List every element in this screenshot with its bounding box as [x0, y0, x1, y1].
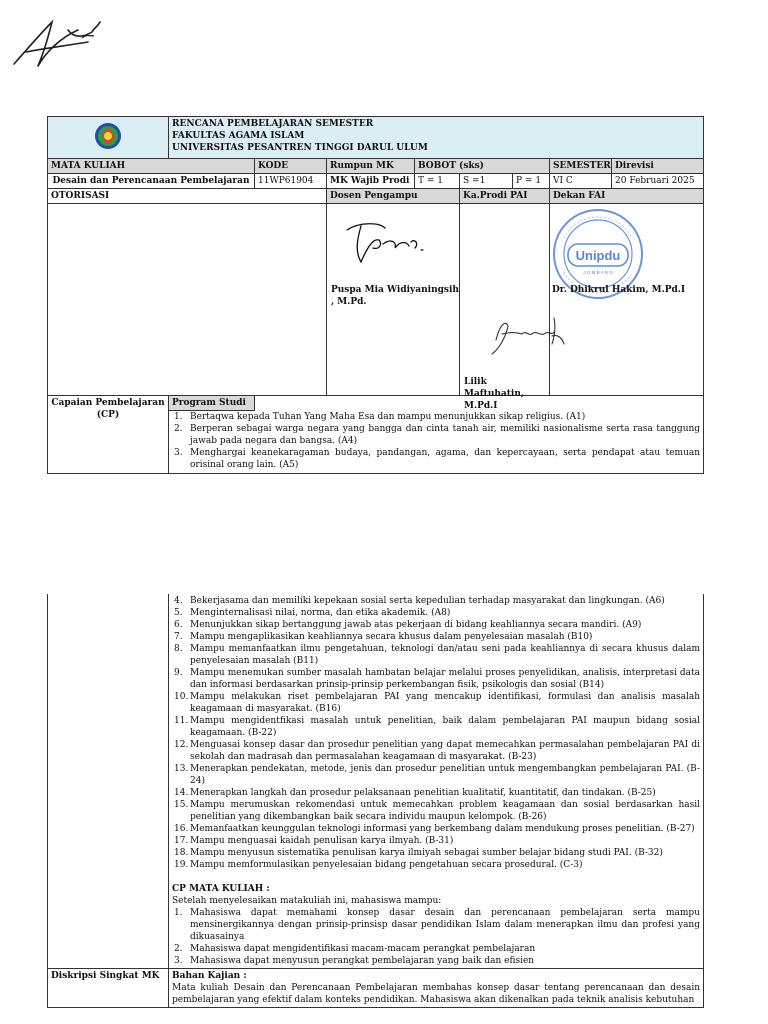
- header-title: RENCANA PEMBELAJARAN SEMESTER: [172, 119, 374, 129]
- document-header: [169, 117, 704, 159]
- header-faculty: FAKULTAS AGAMA ISLAM: [172, 131, 305, 141]
- list-item-number: 3.: [174, 448, 183, 458]
- course-kode: 11WP61904: [255, 174, 327, 189]
- course-s: S =1: [460, 174, 513, 189]
- cpmk-list: [172, 907, 700, 967]
- list-item-text: Mampu mengaplikasikan keahliannya secara khusus dalam penyelesaian masalah (B10): [190, 632, 593, 642]
- list-item-text: Menerapkan pendekatan, metode, jenis dan prosedur penelitian untuk mengembangkan pembelajaran PAI. (B-24): [190, 764, 700, 786]
- list-item-text: Menunjukkan sikap bertanggung jawab atas pekerjaan di bidang keahliannya secara mandiri. (A9): [190, 620, 642, 630]
- list-item-text: Mahasiswa dapat memahami konsep dasar desain dan perencanaan pembelajaran serta mampu mensinergikannya dengan prinsip-prinsisp dasar pendidikan Islam dalam menerapkan ilmu dan profesi yang dikuasainya: [190, 908, 700, 942]
- list-item-text: Memanfaatkan keunggulan teknologi informasi yang berkembang dalam mendukung proses penelitian. (B-27): [190, 824, 695, 834]
- list-item-text: Menerapkan langkah dan prosedur pelaksanaan penelitian kualitatif, kuantitatif, dan tindakan. (B-25): [190, 788, 656, 798]
- list-item: [172, 859, 700, 871]
- col-direvisi: Direvisi: [612, 159, 704, 174]
- list-item-text: Mampu menyusun sistematika penulisan karya ilmiyah sebagai sumber belajar bidang studi PAI. (B-32): [190, 848, 663, 858]
- list-item-text: Mampu memformulasikan penyelesaian bidang pengetahuan secara prosedural. (C-3): [190, 860, 583, 870]
- cp-list-page2: [172, 595, 700, 871]
- cp-list-page1: [169, 411, 703, 473]
- list-item-text: Berperan sebagai warga negara yang bangga dan cinta tanah air, memiliki nasionalisme serta rasa tanggung jawab pada negara dan bangsa. (A4): [190, 424, 701, 446]
- list-item-number: 6.: [174, 620, 183, 630]
- list-item: [172, 715, 700, 739]
- list-item: [172, 823, 700, 835]
- list-item: [172, 607, 700, 619]
- cp-label-continued: [48, 594, 169, 969]
- list-item-text: Mahasiswa dapat mengidentifikasi macam-macam perangkat pembelajaran: [190, 944, 536, 954]
- list-item-number: 16.: [174, 824, 189, 834]
- kaprodi-name: Lilik Maftuhatin, M.Pd.I: [464, 377, 524, 411]
- dosen-label: Dosen Pengampu: [327, 189, 460, 204]
- rps-table-page2: [47, 594, 704, 1008]
- kaprodi-label: Ka.Prodi PAI: [460, 189, 550, 204]
- list-item: [172, 619, 700, 631]
- header-university: UNIVERSITAS PESANTREN TINGGI DARUL ULUM: [172, 143, 428, 153]
- list-item-number: 13.: [174, 764, 189, 774]
- list-item: [172, 835, 700, 847]
- signature-mark: [8, 8, 104, 74]
- course-p: P = 1: [513, 174, 550, 189]
- col-semester: SEMESTER: [550, 159, 612, 174]
- list-item-number: 19.: [174, 860, 189, 870]
- list-item-text: Mahasiswa dapat menyusun perangkat pembelajaran yang baik dan efisien: [190, 956, 535, 966]
- list-item: [172, 423, 700, 447]
- list-item: [172, 411, 700, 423]
- course-direvisi: 20 Februari 2025: [612, 174, 704, 189]
- deskripsi-text: Mata kuliah Desain dan Perencanaan Pembelajaran membahas konsep dasar tentang perencanaan dan desain pembelajaran yang efektif dalam konteks pendidikan. Mahasiswa akan dikenalkan pada teknik analisis kebutuhan: [172, 983, 700, 1005]
- kaprodi-signature-cell: [460, 204, 550, 411]
- otorisasi-blank: [48, 204, 327, 396]
- list-item-number: 5.: [174, 608, 183, 618]
- list-item: [172, 943, 700, 955]
- col-kode: KODE: [255, 159, 327, 174]
- stamp-text: Unipdu: [575, 248, 621, 263]
- list-item-text: Menghargai keanekaragaman budaya, pandangan, agama, dan kepercayaan, serta pendapat atau temuan orisinal orang lain. (A5): [190, 448, 701, 470]
- list-item-number: 4.: [174, 596, 183, 606]
- list-item-text: Mampu melakukan riset pembelajaran PAI yang mencakup identifikasi, formulasi dan analisis masalah keagamaan di masyarakat. (B16): [190, 692, 700, 714]
- col-mata-kuliah: MATA KULIAH: [48, 159, 255, 174]
- list-item-number: 17.: [174, 836, 189, 846]
- list-item-number: 9.: [174, 668, 183, 678]
- course-name: Desain dan Perencanaan Pembelajaran: [48, 174, 255, 189]
- dekan-signature-cell: [550, 204, 704, 396]
- dekan-name: Dr. Dhikrul Hakim, M.Pd.I: [552, 285, 686, 295]
- list-item: [172, 667, 700, 691]
- dekan-label: Dekan FAI: [550, 189, 704, 204]
- list-item: [172, 799, 700, 823]
- list-item: [172, 955, 700, 967]
- list-item-number: 1.: [174, 908, 183, 918]
- list-item-text: Menginternalisasi nilai, norma, dan etika akademik. (A8): [190, 608, 451, 618]
- col-bobot: BOBOT (sks): [415, 159, 550, 174]
- bahan-kajian-label: Bahan Kajian :: [172, 971, 247, 981]
- list-item: [172, 763, 700, 787]
- list-item-text: Mampu menguasai kaidah penulisan karya ilmyah. (B-31): [190, 836, 454, 846]
- list-item-text: Mampu memanfaatkan ilmu pengetahuan, teknologi dan/atau seni pada keahliannya di secara khusus dalam penyelesaian masalah (B11): [190, 644, 700, 666]
- otorisasi-label: OTORISASI: [48, 189, 327, 204]
- deskripsi-content: [169, 969, 704, 1008]
- program-studi-label: Program Studi: [169, 396, 255, 411]
- course-t: T = 1: [415, 174, 460, 189]
- list-item-number: 2.: [174, 944, 183, 954]
- university-logo-icon: [93, 121, 123, 151]
- list-item-number: 12.: [174, 740, 189, 750]
- dosen-name: Puspa Mia Widiyaningsih , M.Pd.: [331, 285, 459, 307]
- list-item: [172, 643, 700, 667]
- cp-content-continued: [169, 594, 704, 969]
- cp-label: Capaian Pembelajaran (CP): [48, 396, 169, 474]
- list-item: [172, 595, 700, 607]
- dosen-signature-cell: [327, 204, 460, 396]
- cpmk-intro: Setelah menyelesaikan matakuliah ini, mahasiswa mampu:: [172, 896, 442, 906]
- list-item: [172, 691, 700, 715]
- list-item: [172, 847, 700, 859]
- list-item: [172, 447, 700, 471]
- university-logo-cell: [48, 117, 169, 159]
- course-rumpun: MK Wajib Prodi: [327, 174, 415, 189]
- list-item-number: 7.: [174, 632, 183, 642]
- list-item: [172, 739, 700, 763]
- stamp-subtext: J O M B A N G: [583, 270, 613, 275]
- list-item-number: 11.: [174, 716, 189, 726]
- list-item-number: 3.: [174, 956, 183, 966]
- course-semester: VI C: [550, 174, 612, 189]
- list-item-number: 18.: [174, 848, 189, 858]
- list-item-text: Menguasai konsep dasar dan prosedur penelitian yang dapat memecahkan permasalahan pembelajaran PAI di sekolah dan madrasah dan permasalahan keagamaan di masyarakat. (B-23): [190, 740, 700, 762]
- list-item-text: Mampu menemukan sumber masalah hambatan belajar melalui proses penyelidikan, analisis, interpretasi data dan informasi berdasarkan prinsip-prinsip perkembangan fisik, psikologis dan sosial (B14): [190, 668, 700, 690]
- list-item-text: Bekerjasama dan memiliki kepekaan sosial serta kepedulian terhadap masyarakat dan lingkungan. (A6): [190, 596, 665, 606]
- rps-table-page1: [47, 116, 704, 474]
- list-item: [172, 907, 700, 943]
- list-item-text: Bertaqwa kepada Tuhan Yang Maha Esa dan mampu menunjukkan sikap religius. (A1): [190, 412, 586, 422]
- cp-content: [169, 396, 704, 474]
- list-item-number: 1.: [174, 412, 183, 422]
- list-item: [172, 631, 700, 643]
- list-item-number: 15.: [174, 800, 189, 810]
- list-item-text: Mampu merumuskan rekomendasi untuk memecahkan problem keagamaan dan sosial berdasarkan hasil penelitian yang dikembangkan baik secara individu maupun kelompok. (B-26): [190, 800, 700, 822]
- list-item-number: 14.: [174, 788, 189, 798]
- col-rumpun: Rumpun MK: [327, 159, 415, 174]
- list-item-number: 8.: [174, 644, 183, 654]
- dosen-signature-icon: [339, 218, 429, 268]
- cpmk-label: CP MATA KULIAH :: [172, 884, 270, 894]
- list-item: [172, 787, 700, 799]
- deskripsi-label: Diskripsi Singkat MK: [48, 969, 169, 1008]
- list-item-number: 2.: [174, 424, 183, 434]
- list-item-text: Mampu mengidentfikasi masalah untuk penelitian, baik dalam pembelajaran PAI maupun bidang sosial keagamaan. (B-22): [190, 716, 700, 738]
- list-item-number: 10.: [174, 692, 189, 702]
